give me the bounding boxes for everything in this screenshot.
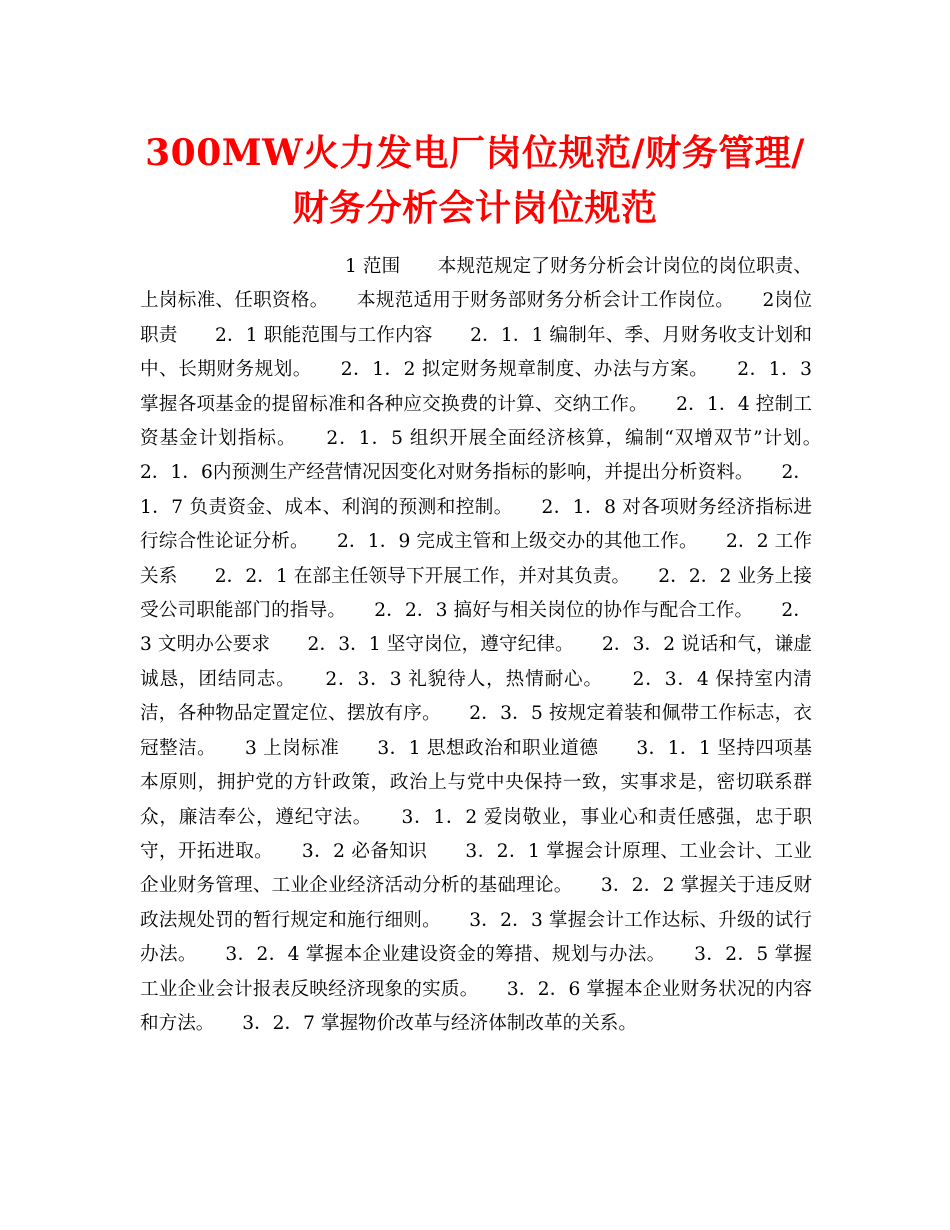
document-body: 1 范围 本规范规定了财务分析会计岗位的岗位职责、上岗标准、任职资格。 本规范适用于财务部财务分析会计工作岗位。 2岗位职责 2．1 职能范围与工作内容 2．1．1 编制年、季、月财务收支计划和中、长期财务规划。 2．1．2 拟定财务规章制度、办法与方案。 2．1．3 掌握各项基金的提留标准和各种应交换费的计算、交纳工作。 2．1．4 控制工资基金计划指标。 2．1．5 组织开展全面经济核算，编制“双增双节”计划。 2．1．6内预测生产经营情况因变化对财务指标的影响，并提出分析资料。 2．1．7 负责资金、成本、利润的预测和控制。 2．1．8 对各项财务经济指标进行综合性论证分析。 2．1．9 完成主管和上级交办的其他工作。 2．2 工作关系 2．2．1 在部主任领导下开展工作，并对其负责。 2．2．2 业务上接受公司职能部门的指导。 2．2．3 搞好与相关岗位的协作与配合工作。 2．3 文明办公要求 2．3．1 坚守岗位，遵守纪律。 2．3．2 说话和气，谦虚诚恳，团结同志。 2．3．3 礼貌待人，热情耐心。 2．3．4 保持室内清洁，各种物品定置定位、摆放有序。 2．3．5 按规定着装和佩带工作标志，衣冠整洁。 3 上岗标准 3．1 思想政治和职业道德 3．1．1 坚持四项基本原则，拥护党的方针政策，政治上与党中央保持一致，实事求是，密切联系群众，廉洁奉公，遵纪守法。 3．1．2 爱岗敬业，事业心和责任感强，忠于职守，开拓进取。 3．2 必备知识 3．2．1 掌握会计原理、工业会计、工业企业财务管理、工业企业经济活动分析的基础理论。 3．2．2 掌握关于违反财政法规处罚的暂行规定和施行细则。 3．2．3 掌握会计工作达标、升级的试行办法。 3．2．4 掌握本企业建设资金的筹措、规划与办法。 3．2．5 掌握工业企业会计报表反映经济现象的实质。 3．2．6 掌握本企业财务状况的内容和方法。 3．2．7 掌握物价改革与经济体制改革的关系。 bbox=[140, 256, 850, 1034]
document-title: 300MW火力发电厂岗位规范/财务管理/财务分析会计岗位规范 bbox=[145, 132, 805, 229]
